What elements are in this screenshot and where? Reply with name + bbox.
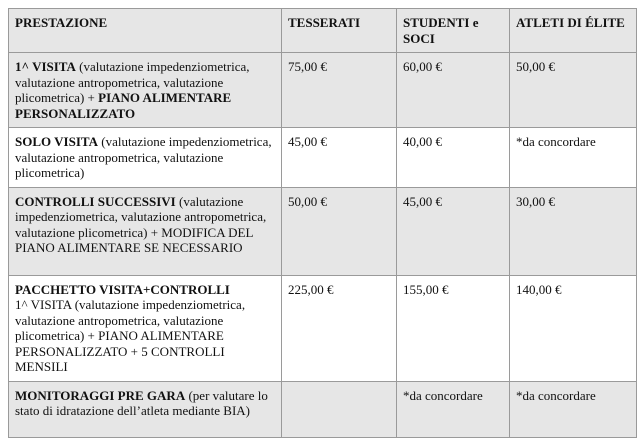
table-row [9, 187, 637, 275]
price-atleti-elite: 50,00 € [510, 53, 637, 128]
table-header-row [9, 9, 637, 53]
service-name: CONTROLLI SUCCESSIVI [15, 193, 176, 209]
price-table [8, 8, 637, 438]
header-tesserati: TESSERATI [282, 9, 397, 53]
service-name: 1^ VISITA [15, 59, 76, 74]
service-name-tail: PIANO ALIMENTARE PERSONALIZZATO [15, 90, 232, 121]
table-row [9, 381, 637, 437]
price-atleti-elite: *da concordare [510, 128, 637, 188]
service-description: (valutazione impedenziometrica, valutazione antropometrica, valutazione plicometrica) [15, 134, 272, 180]
service-cell [9, 187, 282, 275]
price-tesserati: 225,00 € [282, 275, 397, 381]
price-tesserati: 75,00 € [282, 53, 397, 128]
header-atleti-elite: ATLETI DI ÉLITE [510, 9, 637, 53]
table-row [9, 275, 637, 381]
price-studenti-soci: 45,00 € [397, 187, 510, 275]
service-cell [9, 53, 282, 128]
price-studenti-soci: 60,00 € [397, 53, 510, 128]
price-tesserati: 45,00 € [282, 128, 397, 188]
price-studenti-soci: 155,00 € [397, 275, 510, 381]
header-prestazione: PRESTAZIONE [9, 9, 282, 53]
service-description: (valutazione impedenziometrica, valutazione antropometrica, valutazione plicometrica) + [15, 59, 250, 105]
table-row [9, 128, 637, 188]
price-studenti-soci: *da concordare [397, 381, 510, 437]
service-cell [9, 275, 282, 381]
price-tesserati: 50,00 € [282, 187, 397, 275]
service-cell [9, 381, 282, 437]
service-name: PACCHETTO VISITA+CONTROLLI [15, 281, 230, 297]
service-name: SOLO VISITA [15, 134, 98, 149]
service-description: 1^ VISITA (valutazione impedenziometrica, valutazione antropometrica, valutazione plicometrica) + PIANO ALIMENTARE PERSONALIZZATO + 5 CONTROLLI MENSILI [15, 297, 246, 374]
service-name: MONITORAGGI PRE GARA [15, 387, 186, 403]
service-description: (valutazione impedenziometrica, valutazione antropometrica, valutazione plicometrica) + MODIFICA DEL PIANO ALIMENTARE SE NECESSARIO [15, 193, 267, 255]
header-studenti-soci: STUDENTI e SOCI [397, 9, 510, 53]
table-row [9, 53, 637, 128]
price-studenti-soci: 40,00 € [397, 128, 510, 188]
price-atleti-elite: 140,00 € [510, 275, 637, 381]
service-cell [9, 128, 282, 188]
service-description: (per valutare lo stato di idratazione dell’atleta mediante BIA) [15, 387, 268, 418]
price-atleti-elite: 30,00 € [510, 187, 637, 275]
price-atleti-elite: *da concordare [510, 381, 637, 437]
price-tesserati [282, 381, 397, 437]
